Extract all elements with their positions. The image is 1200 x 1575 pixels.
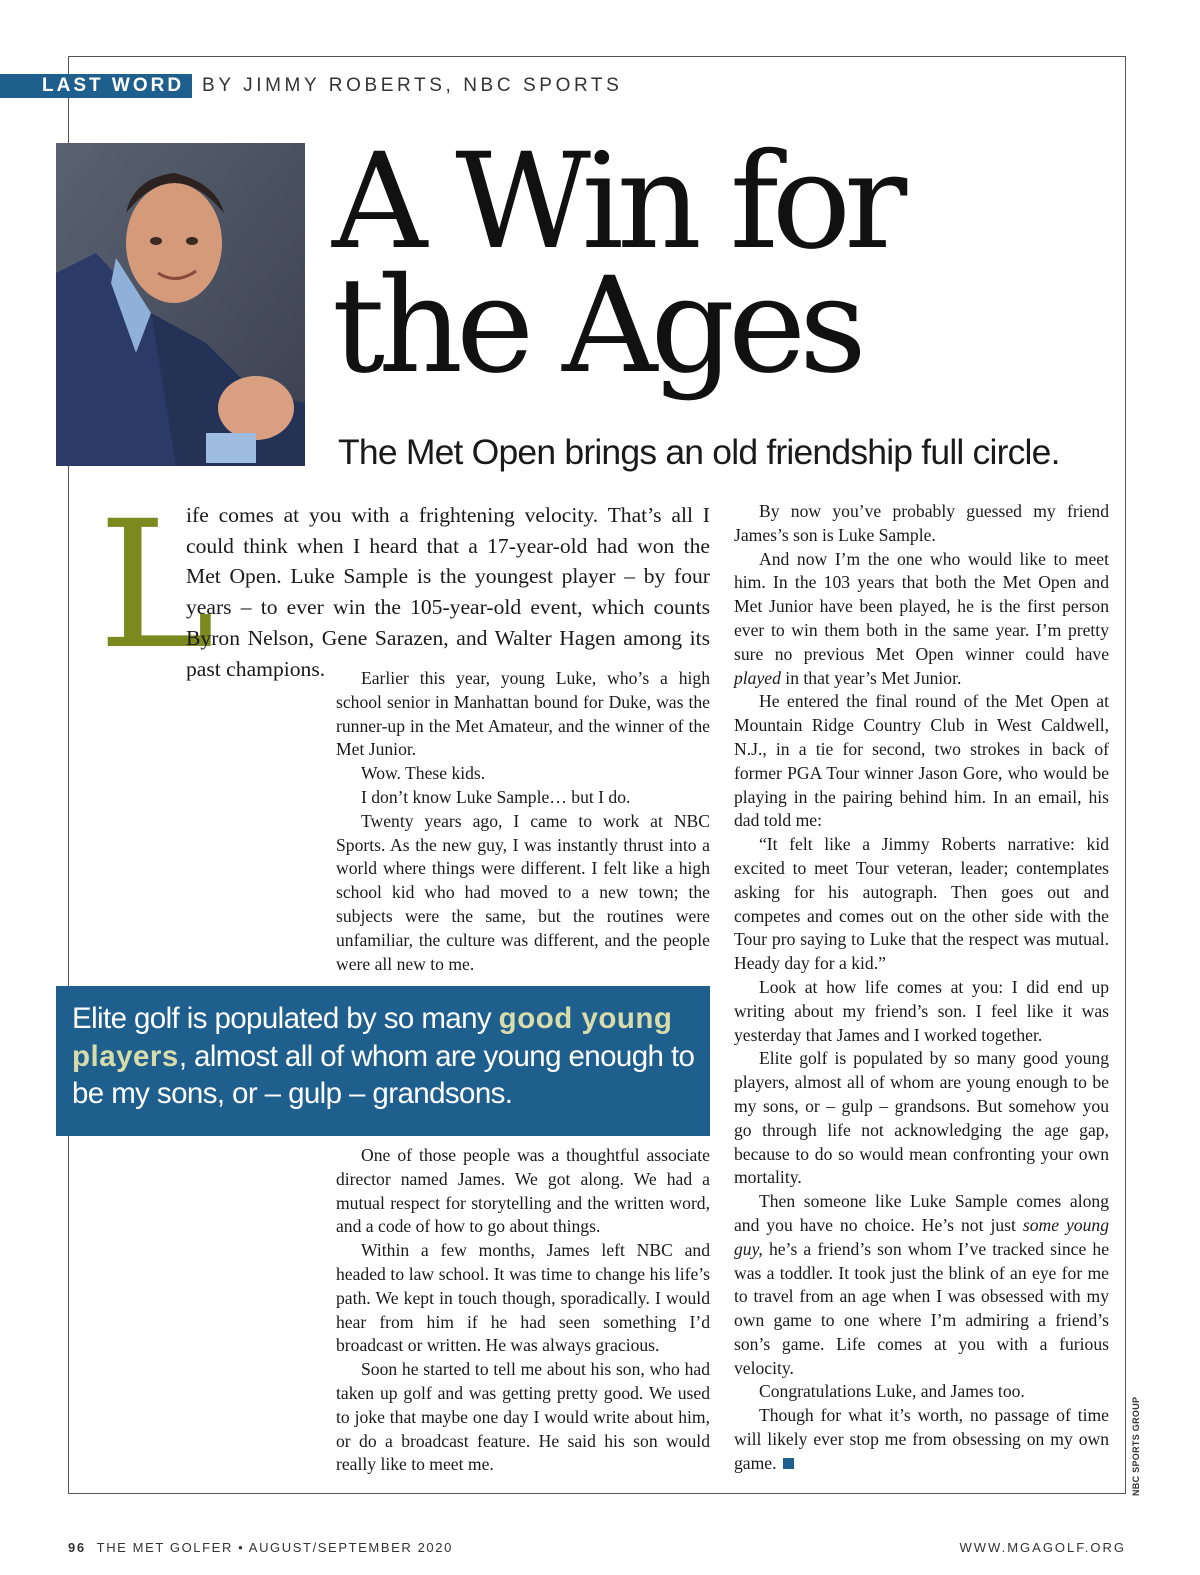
pull-quote-end: , almost all of whom are young enough to be my sons, or – gulp – grandsons. bbox=[72, 1039, 695, 1110]
article-title bbox=[332, 125, 1132, 403]
publication-info: THE MET GOLFER • AUGUST/SEPTEMBER 2020 bbox=[96, 1540, 453, 1555]
text-run: Then someone like Luke Sample comes along and you have no choice. He’s not just bbox=[734, 1191, 1109, 1235]
text-run: he’s a friend’s son whom I’ve tracked since he was a toddler. It took just the blink of an eye for me to travel from an age when I was obsessed with my own game to one where I’m admiring a friend’s son’s game. Life comes at you with a furious velocity. bbox=[734, 1238, 1109, 1378]
body-paragraph: Within a few months, James left NBC and headed to law school. It was time to change his life’s path. We kept in touch though, sporadically. I would hear from him if he had seen something I’d broadcast or written. He was always gracious. bbox=[336, 1240, 710, 1356]
body-paragraph bbox=[734, 1404, 1109, 1475]
body-paragraph: He entered the final round of the Met Open at Mountain Ridge Country Club in West Caldwell, N.J., in a tie for second, two strokes in back of former PGA Tour winner Jason Gore, who would be playing in the pairing behind him. In an email, his dad told me: bbox=[734, 691, 1109, 831]
section-header bbox=[0, 74, 632, 98]
body-paragraph bbox=[734, 548, 1109, 691]
body-paragraph: Soon he started to tell me about his son, who had taken up golf and was getting pretty good. We used to joke that maybe one day I would write about him, or do a broadcast feature. He said his son would really like to meet me. bbox=[336, 1359, 710, 1475]
body-paragraph: One of those people was a thoughtful associate director named James. We got along. We had a mutual respect for storytelling and the written word, and a code of how to go about things. bbox=[336, 1145, 710, 1237]
page-number: 96 bbox=[68, 1540, 86, 1555]
author-photo bbox=[56, 143, 305, 466]
body-paragraph: By now you’ve probably guessed my friend James’s son is Luke Sample. bbox=[734, 501, 1109, 545]
body-paragraph: Wow. These kids. bbox=[361, 763, 486, 784]
body-paragraph: Twenty years ago, I came to work at NBC Sports. As the new guy, I was instantly thrust into a world where things were different. I felt like a high school kid who had moved to a new town; the subjects were the same, but the routines were unfamiliar, the culture was different, and the people were all new to me. bbox=[336, 810, 710, 974]
author-portrait-illustration bbox=[56, 143, 305, 466]
article-subtitle: The Met Open brings an old friendship full circle. bbox=[338, 432, 1060, 472]
website-link[interactable]: WWW.MGAGOLF.ORG bbox=[959, 1540, 1126, 1555]
body-paragraph: Elite golf is populated by so many good young players, almost all of whom are young enough to be my sons, or – gulp – grandsons. But somehow you go through life not acknowledging the age gap, because to do so would mean confronting your own mortality. bbox=[734, 1048, 1109, 1188]
end-mark-icon bbox=[783, 1458, 794, 1469]
text-run: And now I’m the one who would like to meet him. In the 103 years that both the Met Open and Met Junior have been played, he is the first person ever to win them both in the same year. I’m pretty sure no previous Met Open winner could have bbox=[734, 548, 1109, 664]
pull-quote-highlight: good young players bbox=[72, 1002, 673, 1073]
body-paragraph: “It felt like a Jimmy Roberts narrative: kid excited to meet Tour veteran, leader; contemplates asking for his autograph. Then goes out and competes and comes out on the other side with the Tour pro saying to Luke that the respect was mutual. Heady day for a kid.” bbox=[734, 834, 1109, 974]
body-paragraph: Look at how life comes at you: I did end up writing about my friend’s son. I feel like it was yesterday that James and I worked together. bbox=[734, 976, 1109, 1045]
section-label: LAST WORD bbox=[0, 74, 192, 98]
pull-quote-start: Elite golf is populated by so many bbox=[72, 1002, 499, 1035]
byline: BY JIMMY ROBERTS, NBC SPORTS bbox=[192, 74, 632, 98]
body-paragraph: I don’t know Luke Sample… but I do. bbox=[361, 786, 631, 807]
body-column-middle-top bbox=[336, 667, 710, 976]
body-column-right bbox=[734, 500, 1109, 1476]
body-paragraph: Earlier this year, young Luke, who’s a high school senior in Manhattan bound for Duke, was the runner-up in the Met Amateur, and the winner of the Met Junior. bbox=[336, 668, 710, 760]
footer-folio bbox=[68, 1540, 453, 1555]
body-paragraph: Congratulations Luke, and James too. bbox=[759, 1381, 1025, 1402]
title-line-2: the Ages bbox=[332, 249, 860, 403]
pull-quote bbox=[56, 986, 710, 1136]
lead-paragraph: ife comes at you with a frightening velocity. That’s all I could think when I heard that a 17-year-old had won the Met Open. Luke Sample is the youngest player – by four years – to ever win the 105-year-old event, which counts Byron Nelson, Gene Sarazen, and Walter Hagen among its past champions. bbox=[186, 503, 710, 681]
body-column-middle-bottom bbox=[336, 1144, 710, 1477]
photo-credit: NBC SPORTS GROUP bbox=[1131, 1396, 1141, 1496]
text-run: in that year’s Met Junior. bbox=[780, 667, 962, 688]
body-paragraph bbox=[734, 1190, 1109, 1380]
title-line-1: A Win for bbox=[332, 125, 901, 279]
text-run: Though for what it’s worth, no passage of time will likely ever stop me from obsessing on my own game. bbox=[734, 1405, 1109, 1473]
italic-text: played bbox=[734, 667, 781, 688]
drop-cap: L bbox=[98, 483, 215, 688]
italic-text: some young guy, bbox=[734, 1214, 1109, 1259]
